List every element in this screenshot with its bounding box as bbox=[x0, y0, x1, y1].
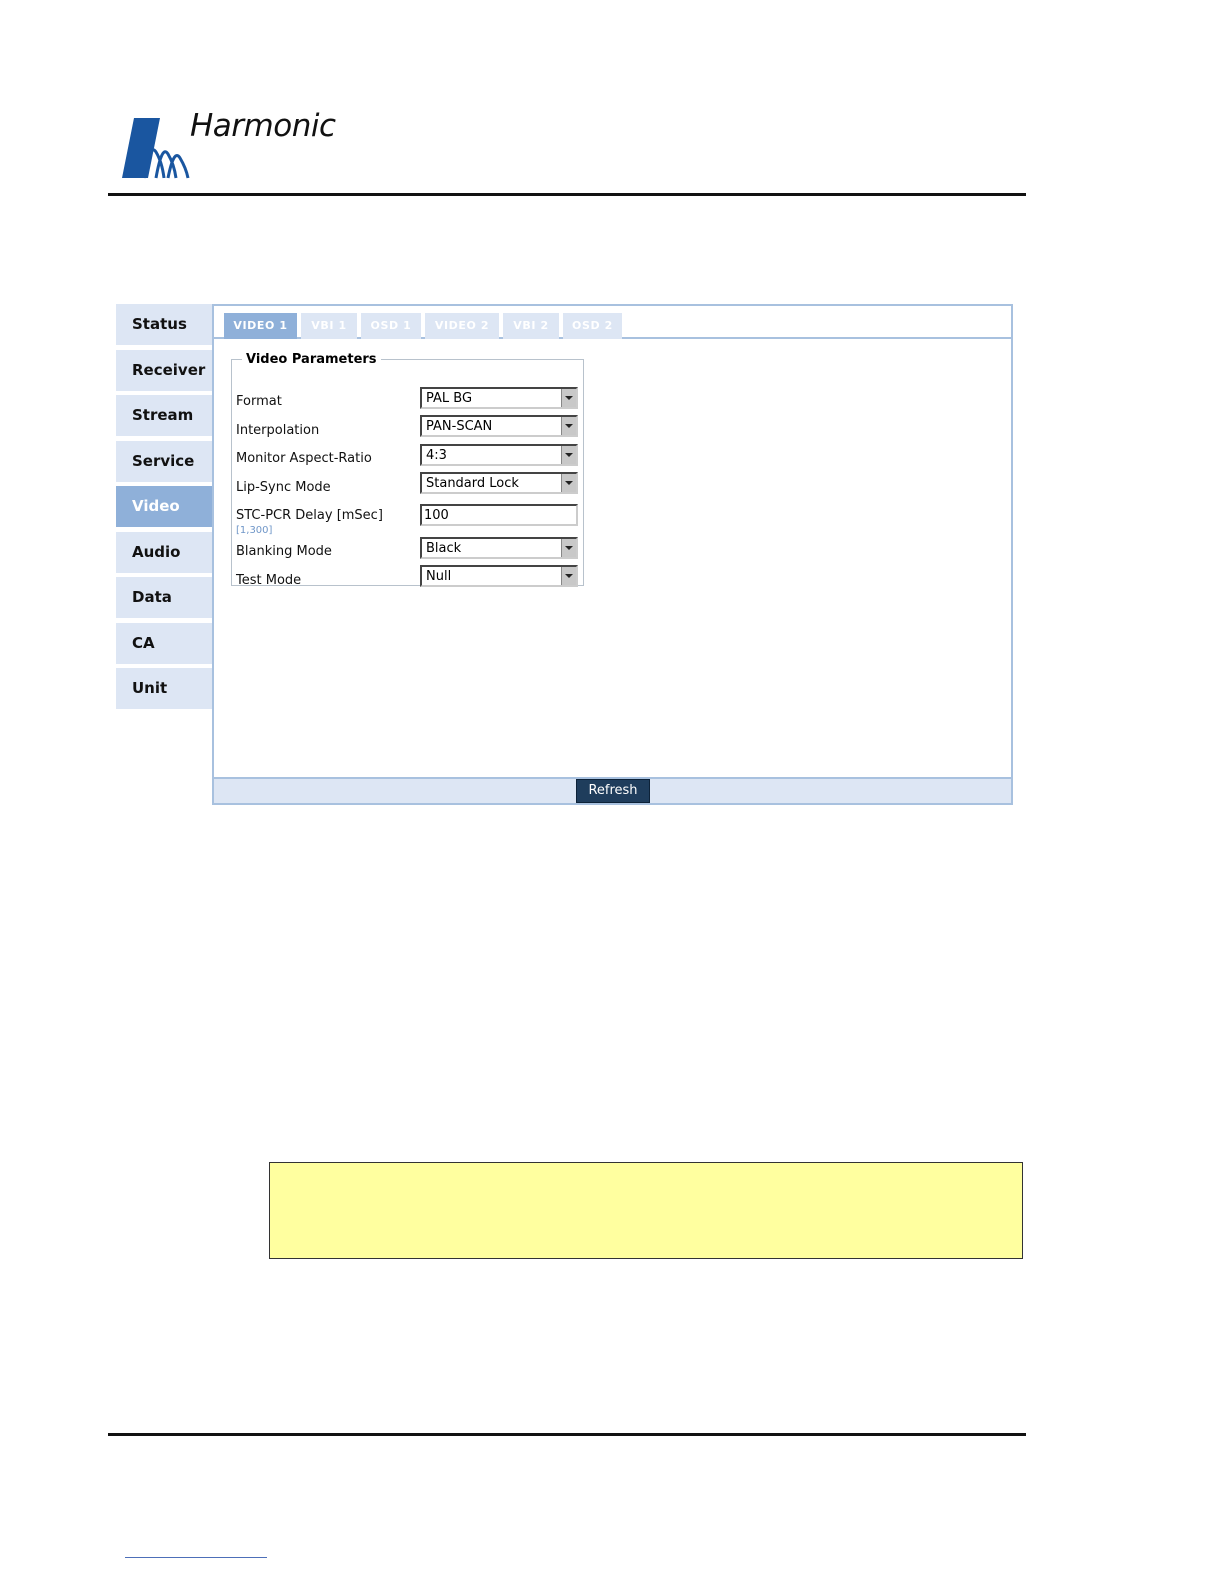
sidebar-item-unit[interactable]: Unit bbox=[116, 668, 212, 709]
interpolation-label: Interpolation bbox=[236, 423, 320, 438]
format-label: Format bbox=[236, 394, 282, 409]
chevron-down-icon bbox=[561, 389, 576, 407]
brand-name: Harmonic bbox=[190, 108, 336, 144]
note-box bbox=[269, 1162, 1023, 1259]
stc-pcr-delay-label: STC-PCR Delay [mSec] bbox=[236, 508, 383, 523]
sidebar-item-data[interactable]: Data bbox=[116, 577, 212, 618]
test-mode-select[interactable] bbox=[420, 565, 578, 587]
sidebar-item-receiver[interactable]: Receiver bbox=[116, 350, 212, 391]
chevron-down-icon bbox=[561, 567, 576, 585]
tab-osd-2[interactable]: OSD 2 bbox=[563, 313, 622, 339]
footer-link-underline bbox=[125, 1557, 267, 1558]
video-parameters-group bbox=[231, 352, 584, 586]
sidebar-item-stream[interactable]: Stream bbox=[116, 395, 212, 436]
format-select[interactable] bbox=[420, 387, 578, 409]
lip-sync-select[interactable] bbox=[420, 472, 578, 494]
test-mode-value: Null bbox=[426, 569, 452, 584]
format-value: PAL BG bbox=[426, 391, 473, 406]
aspect-ratio-label: Monitor Aspect-Ratio bbox=[236, 451, 372, 466]
chevron-down-icon bbox=[561, 474, 576, 492]
lip-sync-value: Standard Lock bbox=[426, 476, 519, 491]
interpolation-value: PAN-SCAN bbox=[426, 419, 493, 434]
interpolation-select[interactable] bbox=[420, 415, 578, 437]
content-area bbox=[212, 304, 1013, 805]
footer-bar bbox=[214, 777, 1011, 803]
sidebar-item-service[interactable]: Service bbox=[116, 441, 212, 482]
footer-rule bbox=[108, 1433, 1026, 1436]
tab-video-2[interactable]: VIDEO 2 bbox=[425, 313, 499, 339]
aspect-ratio-select[interactable] bbox=[420, 444, 578, 466]
sidebar-item-status[interactable]: Status bbox=[116, 304, 212, 345]
sidebar-item-audio[interactable]: Audio bbox=[116, 532, 212, 573]
chevron-down-icon bbox=[561, 417, 576, 435]
aspect-ratio-value: 4:3 bbox=[426, 448, 447, 463]
test-mode-label: Test Mode bbox=[236, 573, 302, 588]
chevron-down-icon bbox=[561, 446, 576, 464]
video-settings-panel bbox=[116, 304, 1013, 805]
tab-vbi-1[interactable]: VBI 1 bbox=[301, 313, 357, 339]
tab-osd-1[interactable]: OSD 1 bbox=[361, 313, 421, 339]
refresh-button[interactable]: Refresh bbox=[576, 779, 650, 803]
tab-video-1[interactable]: VIDEO 1 bbox=[224, 313, 297, 339]
chevron-down-icon bbox=[561, 539, 576, 557]
video-parameters-legend: Video Parameters bbox=[246, 352, 377, 367]
lip-sync-label: Lip-Sync Mode bbox=[236, 480, 331, 495]
blanking-mode-label: Blanking Mode bbox=[236, 544, 332, 559]
blanking-mode-select[interactable] bbox=[420, 537, 578, 559]
stc-pcr-delay-input[interactable] bbox=[420, 504, 578, 526]
tab-vbi-2[interactable]: VBI 2 bbox=[503, 313, 559, 339]
stc-pcr-range-hint: [1,300] bbox=[236, 525, 273, 536]
blanking-mode-value: Black bbox=[426, 541, 462, 556]
sidebar-item-video[interactable]: Video bbox=[116, 486, 212, 527]
sidebar-item-ca[interactable]: CA bbox=[116, 623, 212, 664]
tab-bar bbox=[214, 306, 1011, 339]
header-rule bbox=[108, 193, 1026, 196]
